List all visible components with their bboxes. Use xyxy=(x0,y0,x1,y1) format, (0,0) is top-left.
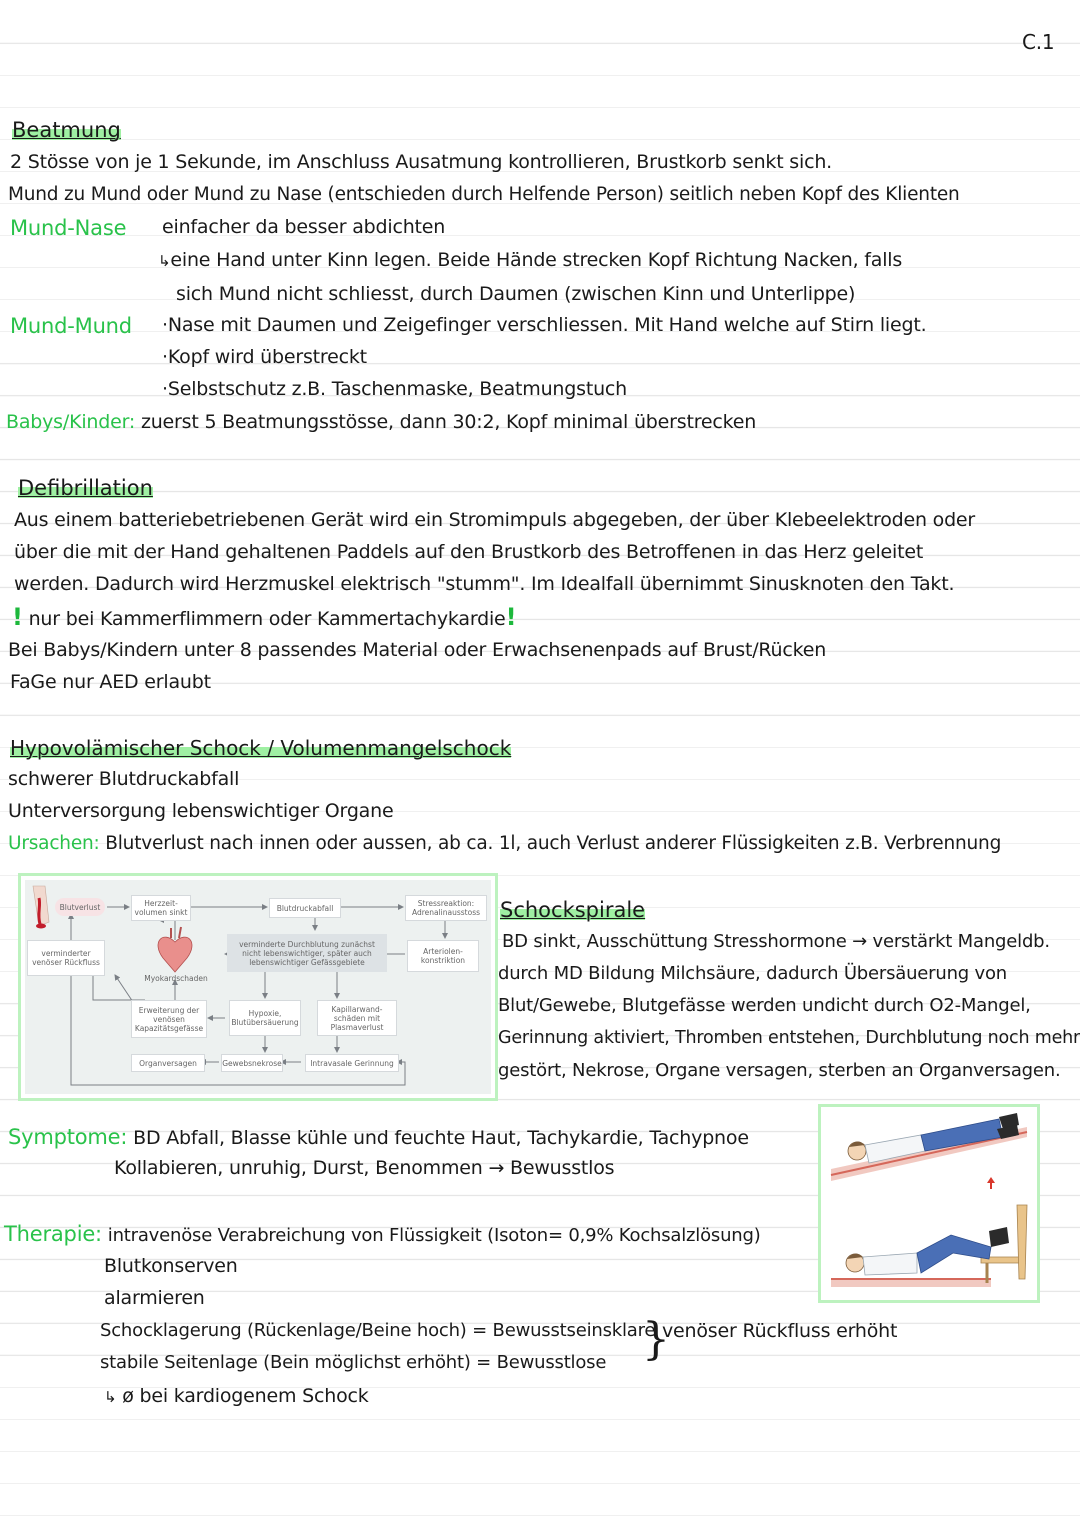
defi-fage: FaGe nur AED erlaubt xyxy=(10,671,211,693)
page-number: C.1 xyxy=(1022,30,1055,54)
defibrillation-heading xyxy=(18,476,153,500)
mund-nase-sub-1-text: eine Hand unter Kinn legen. Beide Hände strecken Kopf Richtung Nacken, falls xyxy=(170,249,903,271)
spirale-line: gestört, Nekrose, Organe versagen, sterben an Organversagen. xyxy=(498,1060,1061,1081)
schockspirale-heading xyxy=(500,898,645,922)
schockspirale-heading-text: Schockspirale xyxy=(500,898,646,922)
therapie-bracket-text: venöser Rückfluss erhöht xyxy=(662,1320,898,1342)
ursachen-line xyxy=(8,833,1001,854)
mund-nase-sub-1 xyxy=(158,249,902,271)
beatmung-line-2: Mund zu Mund oder Mund zu Nase (entschieden durch Helfende Person) seitlich neben Kopf des Klienten xyxy=(8,184,960,205)
diagram-node-hypoxie: Hypoxie, Blutübersäuerung xyxy=(229,1000,301,1036)
mund-nase-sub-2: sich Mund nicht schliesst, durch Daumen (zwischen Kinn und Unterlippe) xyxy=(176,283,856,305)
therapie-line-2: Blutkonserven xyxy=(104,1255,238,1277)
beatmung-line-1: 2 Stösse von je 1 Sekunde, im Anschluss Ausatmung kontrollieren, Brustkorb senkt sich. xyxy=(10,151,833,173)
spirale-line: BD sinkt, Ausschüttung Stresshormone → verstärkt Mangeldb. xyxy=(502,931,1050,952)
diagram-node-blutverlust: Blutverlust xyxy=(55,898,105,916)
spirale-line: durch MD Bildung Milchsäure, dadurch Übersäuerung von xyxy=(498,963,1008,984)
up-arrow-icon xyxy=(987,1177,995,1183)
therapie-label: Therapie: xyxy=(4,1222,102,1246)
diagram-node-venoeser-rueckfluss: verminderter venöser Rückfluss xyxy=(27,940,105,976)
therapie-note-text: ø bei kardiogenem Schock xyxy=(122,1385,369,1407)
therapie-line-4: Schocklagerung (Rückenlage/Beine hoch) = Bewusstseinsklare xyxy=(100,1320,656,1341)
mund-mund-item: ·Nase mit Daumen und Zeigefinger verschliessen. Mit Hand welche auf Stirn liegt. xyxy=(162,314,927,336)
therapie-text-1: intravenöse Verabreichung von Flüssigkeit (Isoton= 0,9% Kochsalzlösung) xyxy=(107,1225,761,1246)
diagram-node-durchblutung: verminderte Durchblutung zunächst nicht lebenswichtiger, später auch lebenswichtiger Gefässgebiete xyxy=(227,934,387,972)
warning-exclamation-icon: ! xyxy=(12,603,23,631)
therapie-line-3: alarmieren xyxy=(104,1287,205,1309)
mund-mund-item: ·Selbstschutz z.B. Taschenmaske, Beatmungstuch xyxy=(162,378,628,400)
bleeding-arm-icon xyxy=(33,886,49,929)
beatmung-heading xyxy=(12,118,121,142)
warning-exclamation-icon: ! xyxy=(505,603,517,631)
defi-warning xyxy=(12,603,516,631)
arrow-return-icon: ↳ xyxy=(158,252,171,270)
babys-label: Babys/Kinder: xyxy=(6,411,136,433)
beatmung-heading-text: Beatmung xyxy=(12,118,121,142)
ursachen-text: Blutverlust nach innen oder aussen, ab ca. 1l, auch Verlust anderer Flüssigkeiten z.B. Verbrennung xyxy=(105,833,1002,854)
ursachen-label: Ursachen: xyxy=(8,833,100,854)
diagram-node-kapillarwandschaeden: Kapillarwand-schäden mit Plasmaverlust xyxy=(317,1000,397,1036)
therapie-line-1 xyxy=(4,1222,761,1246)
symptome-line-1 xyxy=(8,1125,749,1149)
mund-nase-text: einfacher da besser abdichten xyxy=(162,216,446,238)
diagram-node-stressreaktion: Stressreaktion: Adrenalinausstoss xyxy=(405,895,487,921)
diagram-node-arteriolenkonstriktion: Arteriolen-konstriktion xyxy=(407,940,479,972)
therapie-note xyxy=(104,1385,369,1407)
schock-line-2: Unterversorgung lebenswichtiger Organe xyxy=(8,800,394,822)
schockspirale-diagram xyxy=(18,873,498,1101)
defi-line: über die mit der Hand gehaltenen Paddels auf den Brustkorb des Betroffenen in das Herz geleitet xyxy=(14,541,924,563)
diagram-node-herzzeitvolumen: Herzzeit-volumen sinkt xyxy=(131,895,191,921)
diagram-node-organversagen: Organversagen xyxy=(131,1054,205,1072)
therapie-line-5: stabile Seitenlage (Bein möglichst erhöht) = Bewusstlose xyxy=(100,1352,607,1373)
mund-nase-label: Mund-Nase xyxy=(10,216,127,240)
diagram-node-erweiterung-kapazitaetsgefaesse: Erweiterung der venösen Kapazitätsgefässe xyxy=(131,1000,207,1038)
patient-positioning-icon xyxy=(821,1107,1037,1300)
spirale-line: Blut/Gewebe, Blutgefässe werden undicht durch O2-Mangel, xyxy=(498,995,1031,1016)
defi-babys: Bei Babys/Kindern unter 8 passendes Material oder Erwachsenenpads auf Brust/Rücken xyxy=(8,639,827,661)
diagram-node-gewebsnekrose: Gewebsnekrose xyxy=(221,1054,283,1072)
babys-line xyxy=(6,411,756,433)
symptome-label: Symptome: xyxy=(8,1125,128,1149)
defi-warning-text: nur bei Kammerflimmern oder Kammertachykardie xyxy=(28,608,506,630)
mund-mund-label: Mund-Mund xyxy=(10,314,132,338)
curly-bracket-icon: } xyxy=(642,1314,670,1365)
babys-text: zuerst 5 Beatmungsstösse, dann 30:2, Kopf minimal überstrecken xyxy=(140,411,757,433)
diagram-node-blutdruckabfall: Blutdruckabfall xyxy=(269,898,341,918)
spirale-line: Gerinnung aktiviert, Thromben entstehen, Durchblutung noch mehr xyxy=(498,1028,1080,1048)
diagram-node-myokardschaden: Myokardschaden xyxy=(144,973,208,983)
schock-heading xyxy=(10,736,511,760)
arrow-return-icon: ↳ xyxy=(104,1388,117,1406)
defi-line: Aus einem batteriebetriebenen Gerät wird ein Stromimpuls abgegeben, der über Klebeelektroden oder xyxy=(14,509,976,531)
schocklagerung-illustration xyxy=(818,1104,1040,1303)
schock-heading-text: Hypovolämischer Schock / Volumenmangelschock xyxy=(10,736,512,760)
symptome-line-2: Kollabieren, unruhig, Durst, Benommen → Bewusstlos xyxy=(114,1157,615,1179)
defi-line: werden. Dadurch wird Herzmuskel elektrisch "stumm". Im Idealfall übernimmt Sinusknoten den Takt. xyxy=(14,573,955,595)
symptome-text-1: BD Abfall, Blasse kühle und feuchte Haut, Tachykardie, Tachypnoe xyxy=(133,1127,749,1149)
mund-mund-item: ·Kopf wird überstreckt xyxy=(162,346,367,368)
schock-line-1: schwerer Blutdruckabfall xyxy=(8,768,240,790)
defibrillation-heading-text: Defibrillation xyxy=(18,476,153,500)
diagram-node-intravasale-gerinnung: Intravasale Gerinnung xyxy=(305,1054,399,1072)
